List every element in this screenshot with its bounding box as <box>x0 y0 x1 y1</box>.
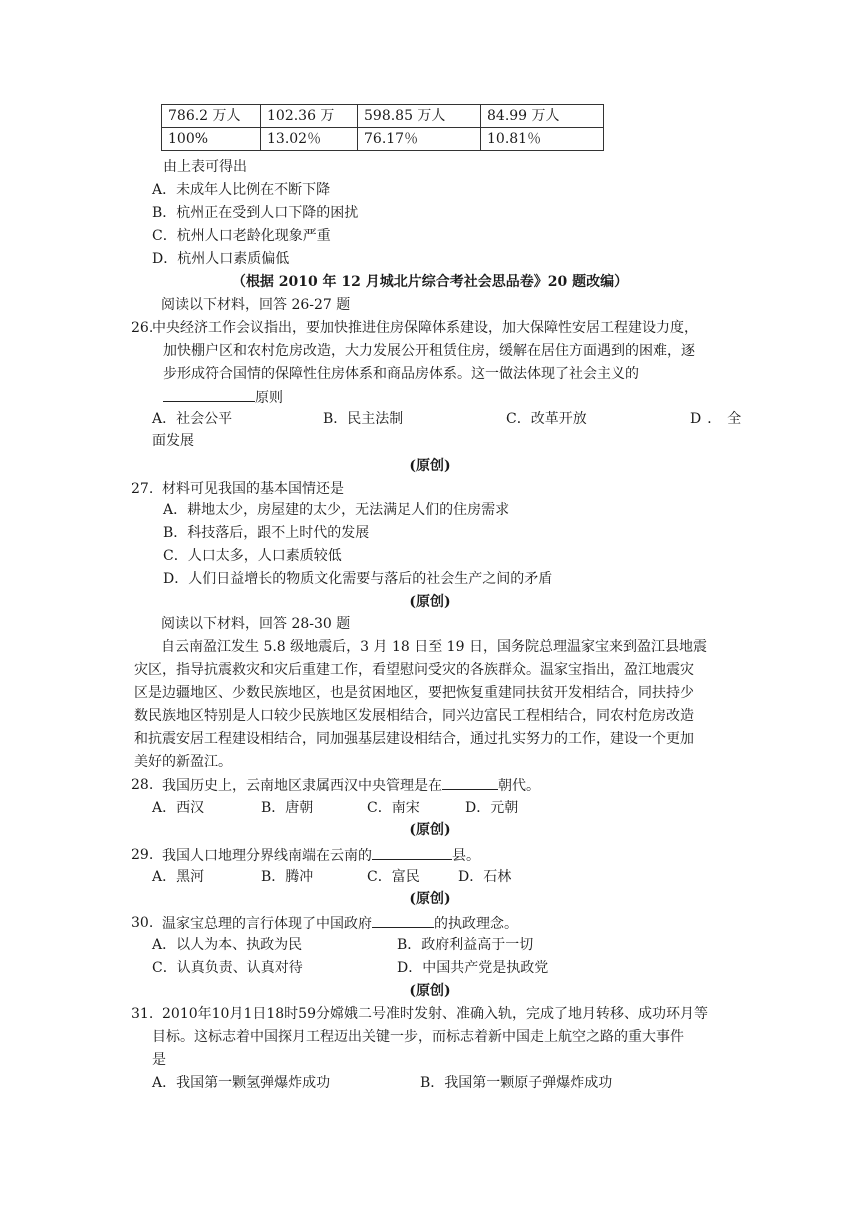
option-a: A．耕地太少，房屋建的太少，无法满足人们的住房需求 <box>163 502 510 518</box>
table-row <box>162 128 604 151</box>
option-d-wrap: 面发展 <box>152 433 194 449</box>
reading-instruction: 阅读以下材料，回答 26-27 题 <box>161 297 351 313</box>
passage-line: 数民族地区特别是人口较少民族地区发展相结合，同兴边富民工程相结合，同农村危房改造 <box>134 708 694 724</box>
option-b: B．科技落后，跟不上时代的发展 <box>163 525 370 541</box>
question-stem-line <box>162 775 540 796</box>
question-number: 26. <box>131 320 154 336</box>
blank-suffix: 原则 <box>255 390 283 406</box>
blank-suffix: 县。 <box>452 848 480 864</box>
answer-blank[interactable] <box>442 775 498 790</box>
source-note: (原创) <box>409 891 451 907</box>
question-stem-line <box>162 913 518 934</box>
table-cell: 100% <box>162 128 261 151</box>
question-stem: 温家宝总理的言行体现了中国政府 <box>162 916 372 932</box>
option-d: D．元朝 <box>465 800 519 816</box>
question-number: 27. <box>131 481 154 497</box>
blank-suffix: 的执政理念。 <box>434 916 518 932</box>
option-b: B．腾冲 <box>261 869 314 885</box>
question-text-line: 中央经济工作会议指出，要加快推进住房保障体系建设，加大保障性安居工程建设力度， <box>152 320 698 336</box>
option-a: A．黑河 <box>152 869 205 885</box>
question-text-line: 目标。这标志着中国探月工程迈出关键一步，而标志着新中国走上航空之路的重大事件 <box>152 1029 684 1045</box>
question-stem-line <box>162 845 480 866</box>
source-note: (原创) <box>409 983 451 999</box>
option-b: B．民主法制 <box>323 411 404 427</box>
option-c: C．杭州人口老龄化现象严重 <box>152 228 331 244</box>
question-text-line: 步形成符合国情的保障性住房体系和商品房体系。这一做法体现了社会主义的 <box>163 366 639 382</box>
option-b: B．唐朝 <box>261 800 314 816</box>
option-c: C．南宋 <box>367 800 420 816</box>
option-c: C．富民 <box>367 869 420 885</box>
table-cell: 13.02％ <box>261 128 358 151</box>
passage-line: 美好的新盈江。 <box>134 754 232 770</box>
question-text-line: 2010年10月1日18时59分嫦娥二号准时发射、准确入轨，完成了地月转移、成功环月等 <box>162 1006 708 1022</box>
blank-suffix: 朝代。 <box>498 778 540 794</box>
answer-blank[interactable] <box>372 845 452 860</box>
source-note: (原创) <box>409 458 451 474</box>
question-stem: 材料可见我国的基本国情还是 <box>162 481 344 497</box>
answer-blank[interactable] <box>163 387 255 402</box>
question-number: 28. <box>131 777 154 793</box>
option-b: B．我国第一颗原子弹爆炸成功 <box>420 1075 613 1091</box>
question-number: 31. <box>131 1006 154 1022</box>
table-cell: 102.36 万 <box>261 105 358 128</box>
option-a: A．社会公平 <box>152 411 233 427</box>
option-c: C．人口太多，人口素质较低 <box>163 548 342 564</box>
answer-blank[interactable] <box>372 913 434 928</box>
option-b: B．政府利益高于一切 <box>397 937 534 953</box>
option-a: A．我国第一颗氢弹爆炸成功 <box>152 1075 331 1091</box>
option-a: A．西汉 <box>152 800 205 816</box>
source-note: （根据 2010 年 12 月城北片综合考社会思品卷》20 题改编） <box>231 274 629 290</box>
table-cell: 84.99 万人 <box>481 105 604 128</box>
option-d: D．全 <box>690 411 748 427</box>
population-table <box>161 104 604 151</box>
question-number: 30. <box>131 915 154 931</box>
question-text-line: 是 <box>152 1052 166 1068</box>
passage-line: 自云南盈江发生 5.8 级地震后，3 月 18 日至 19 日，国务院总理温家宝来到盈江县地震 <box>161 639 707 655</box>
source-note: (原创) <box>409 594 451 610</box>
question-stem: 我国历史上，云南地区隶属西汉中央管理是在 <box>162 778 442 794</box>
option-d: D．石林 <box>458 869 512 885</box>
passage-line: 和抗震安居工程建设相结合，同加强基层建设相结合，通过扎实努力的工作，建设一个更加 <box>134 731 694 747</box>
question-stem: 由上表可得出 <box>163 159 247 175</box>
option-c: C．改革开放 <box>506 411 587 427</box>
question-stem: 我国人口地理分界线南端在云南的 <box>162 848 372 864</box>
reading-instruction: 阅读以下材料，回答 28-30 题 <box>161 616 351 632</box>
table-cell: 598.85 万人 <box>358 105 481 128</box>
option-a: A．以人为本、执政为民 <box>152 937 303 953</box>
option-b: B．杭州正在受到人口下降的困扰 <box>152 205 359 221</box>
option-d: D．杭州人口素质偏低 <box>152 251 290 267</box>
question-number: 29. <box>131 847 154 863</box>
table-cell: 10.81％ <box>481 128 604 151</box>
option-a: A．未成年人比例在不断下降 <box>152 182 331 198</box>
option-d: D．人们日益增长的物质文化需要与落后的社会生产之间的矛盾 <box>163 571 553 587</box>
table-cell: 786.2 万人 <box>162 105 261 128</box>
source-note: (原创) <box>409 822 451 838</box>
passage-line: 区是边疆地区、少数民族地区，也是贫困地区，要把恢复重建同扶贫开发相结合，同扶持少 <box>134 685 694 701</box>
answer-line <box>163 387 283 408</box>
table-cell: 76.17％ <box>358 128 481 151</box>
option-c: C．认真负责、认真对待 <box>152 960 303 976</box>
table-row <box>162 105 604 128</box>
option-d: D．中国共产党是执政党 <box>397 960 549 976</box>
passage-line: 灾区，指导抗震救灾和灾后重建工作，看望慰问受灾的各族群众。温家宝指出，盈江地震灾 <box>134 662 694 678</box>
question-text-line: 加快棚户区和农村危房改造，大力发展公开租赁住房，缓解在居住方面遇到的困难，逐 <box>163 343 695 359</box>
